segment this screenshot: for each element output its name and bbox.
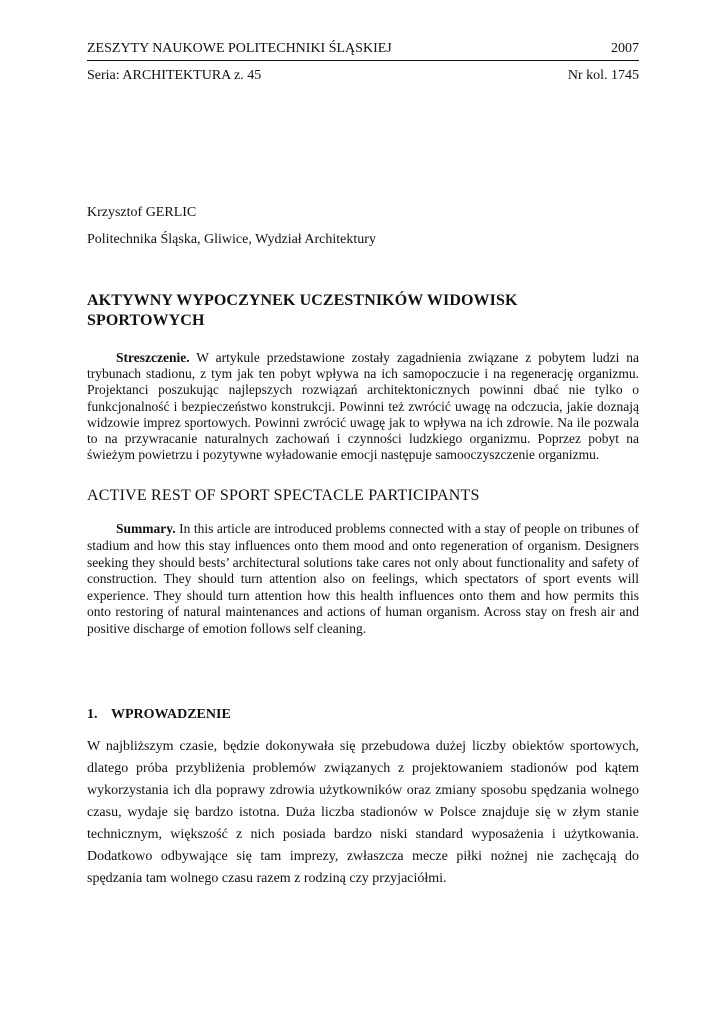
abstract-text: W artykule przedstawione zostały zagadnienia związane z pobytem ludzi na trybunach stadionu, z tym jak ten pobyt wpływa na ich samopoczucie i na regenerację organizmu. Projektanci poszukując najlepszych rozwiązań architektonicznych powinni dbać nie tylko o funkcjonalność i bezpieczeństwo konstrukcji. Powinni też zwrócić uwagę na odczucia, jakie doznają widzowie imprez sportowych. Powinni zwrócić uwagę jak to wpływa na ich zdrowie. Na ile pozwala to na przywracanie naturalnych zachowań i czynności ludzkiego organizmu. Poprzez pobyt na świeżym powietrzu i pozytywne wyładowanie emocji następuje samooczyszczenie organizmu. [87, 350, 639, 463]
journal-name: ZESZYTY NAUKOWE POLITECHNIKI ŚLĄSKIEJ [87, 41, 392, 56]
running-header [87, 40, 639, 61]
summary-lead: Summary. [116, 521, 176, 537]
section-heading [87, 706, 639, 724]
journal-year: 2007 [611, 41, 639, 56]
summary-english [87, 521, 639, 637]
paper-page [87, 40, 639, 890]
author-affiliation: Politechnika Śląska, Gliwice, Wydział Architektury [87, 232, 376, 247]
section-title: WPROWADZENIE [111, 706, 231, 722]
series-line [87, 67, 639, 85]
title-english: ACTIVE REST OF SPORT SPECTACLE PARTICIPANTS [87, 487, 480, 505]
abstract-polish [87, 350, 639, 463]
abstract-lead: Streszczenie. [116, 350, 190, 365]
author-name: Krzysztof GERLIC [87, 205, 197, 220]
section-paragraph: W najbliższym czasie, będzie dokonywała się przebudowa dużej liczby obiektów sportowych, dlatego próba przybliżenia problemów związanych z projektowaniem stadionów pod kątem wykorzystania ich dla poprawy zdrowia użytkowników oraz zmiany sposobu spędzania wolnego czasu, wydaje się bardzo istotna. Duża liczba stadionów w Polsce znajduje się w złym stanie technicznym, większość z nich posiada bardzo niski standard wyposażenia i użytkowania. Dodatkowo odbywające się tam imprezy, zwłaszcza mecze piłki nożnej nie zachęcają do spędzania tam wolnego czasu razem z rodziną czy przyjaciółmi. [87, 738, 639, 886]
issue-number: Nr kol. 1745 [567, 68, 639, 83]
section-number: 1. [87, 706, 98, 722]
summary-text: In this article are introduced problems connected with a stay of people on tribunes of stadium and how this stay influences onto them mood and onto regeneration of organism. Designers seeking they should bests’ architectural solutions take cares not only about functionality and safety of construction. They should turn attention also on feelings, which spectators of sport events will experience. They should turn attention how this health influences onto them and how permits this onto restoring of natural maintenances and actions of human organism. Across stay on fresh air and positive discharge of emotion follows self cleaning. [87, 521, 639, 636]
series-name: Seria: ARCHITEKTURA z. 45 [87, 68, 262, 83]
title-polish: AKTYWNY WYPOCZYNEK UCZESTNIKÓW WIDOWISK SPORTOWYCH [87, 292, 518, 329]
